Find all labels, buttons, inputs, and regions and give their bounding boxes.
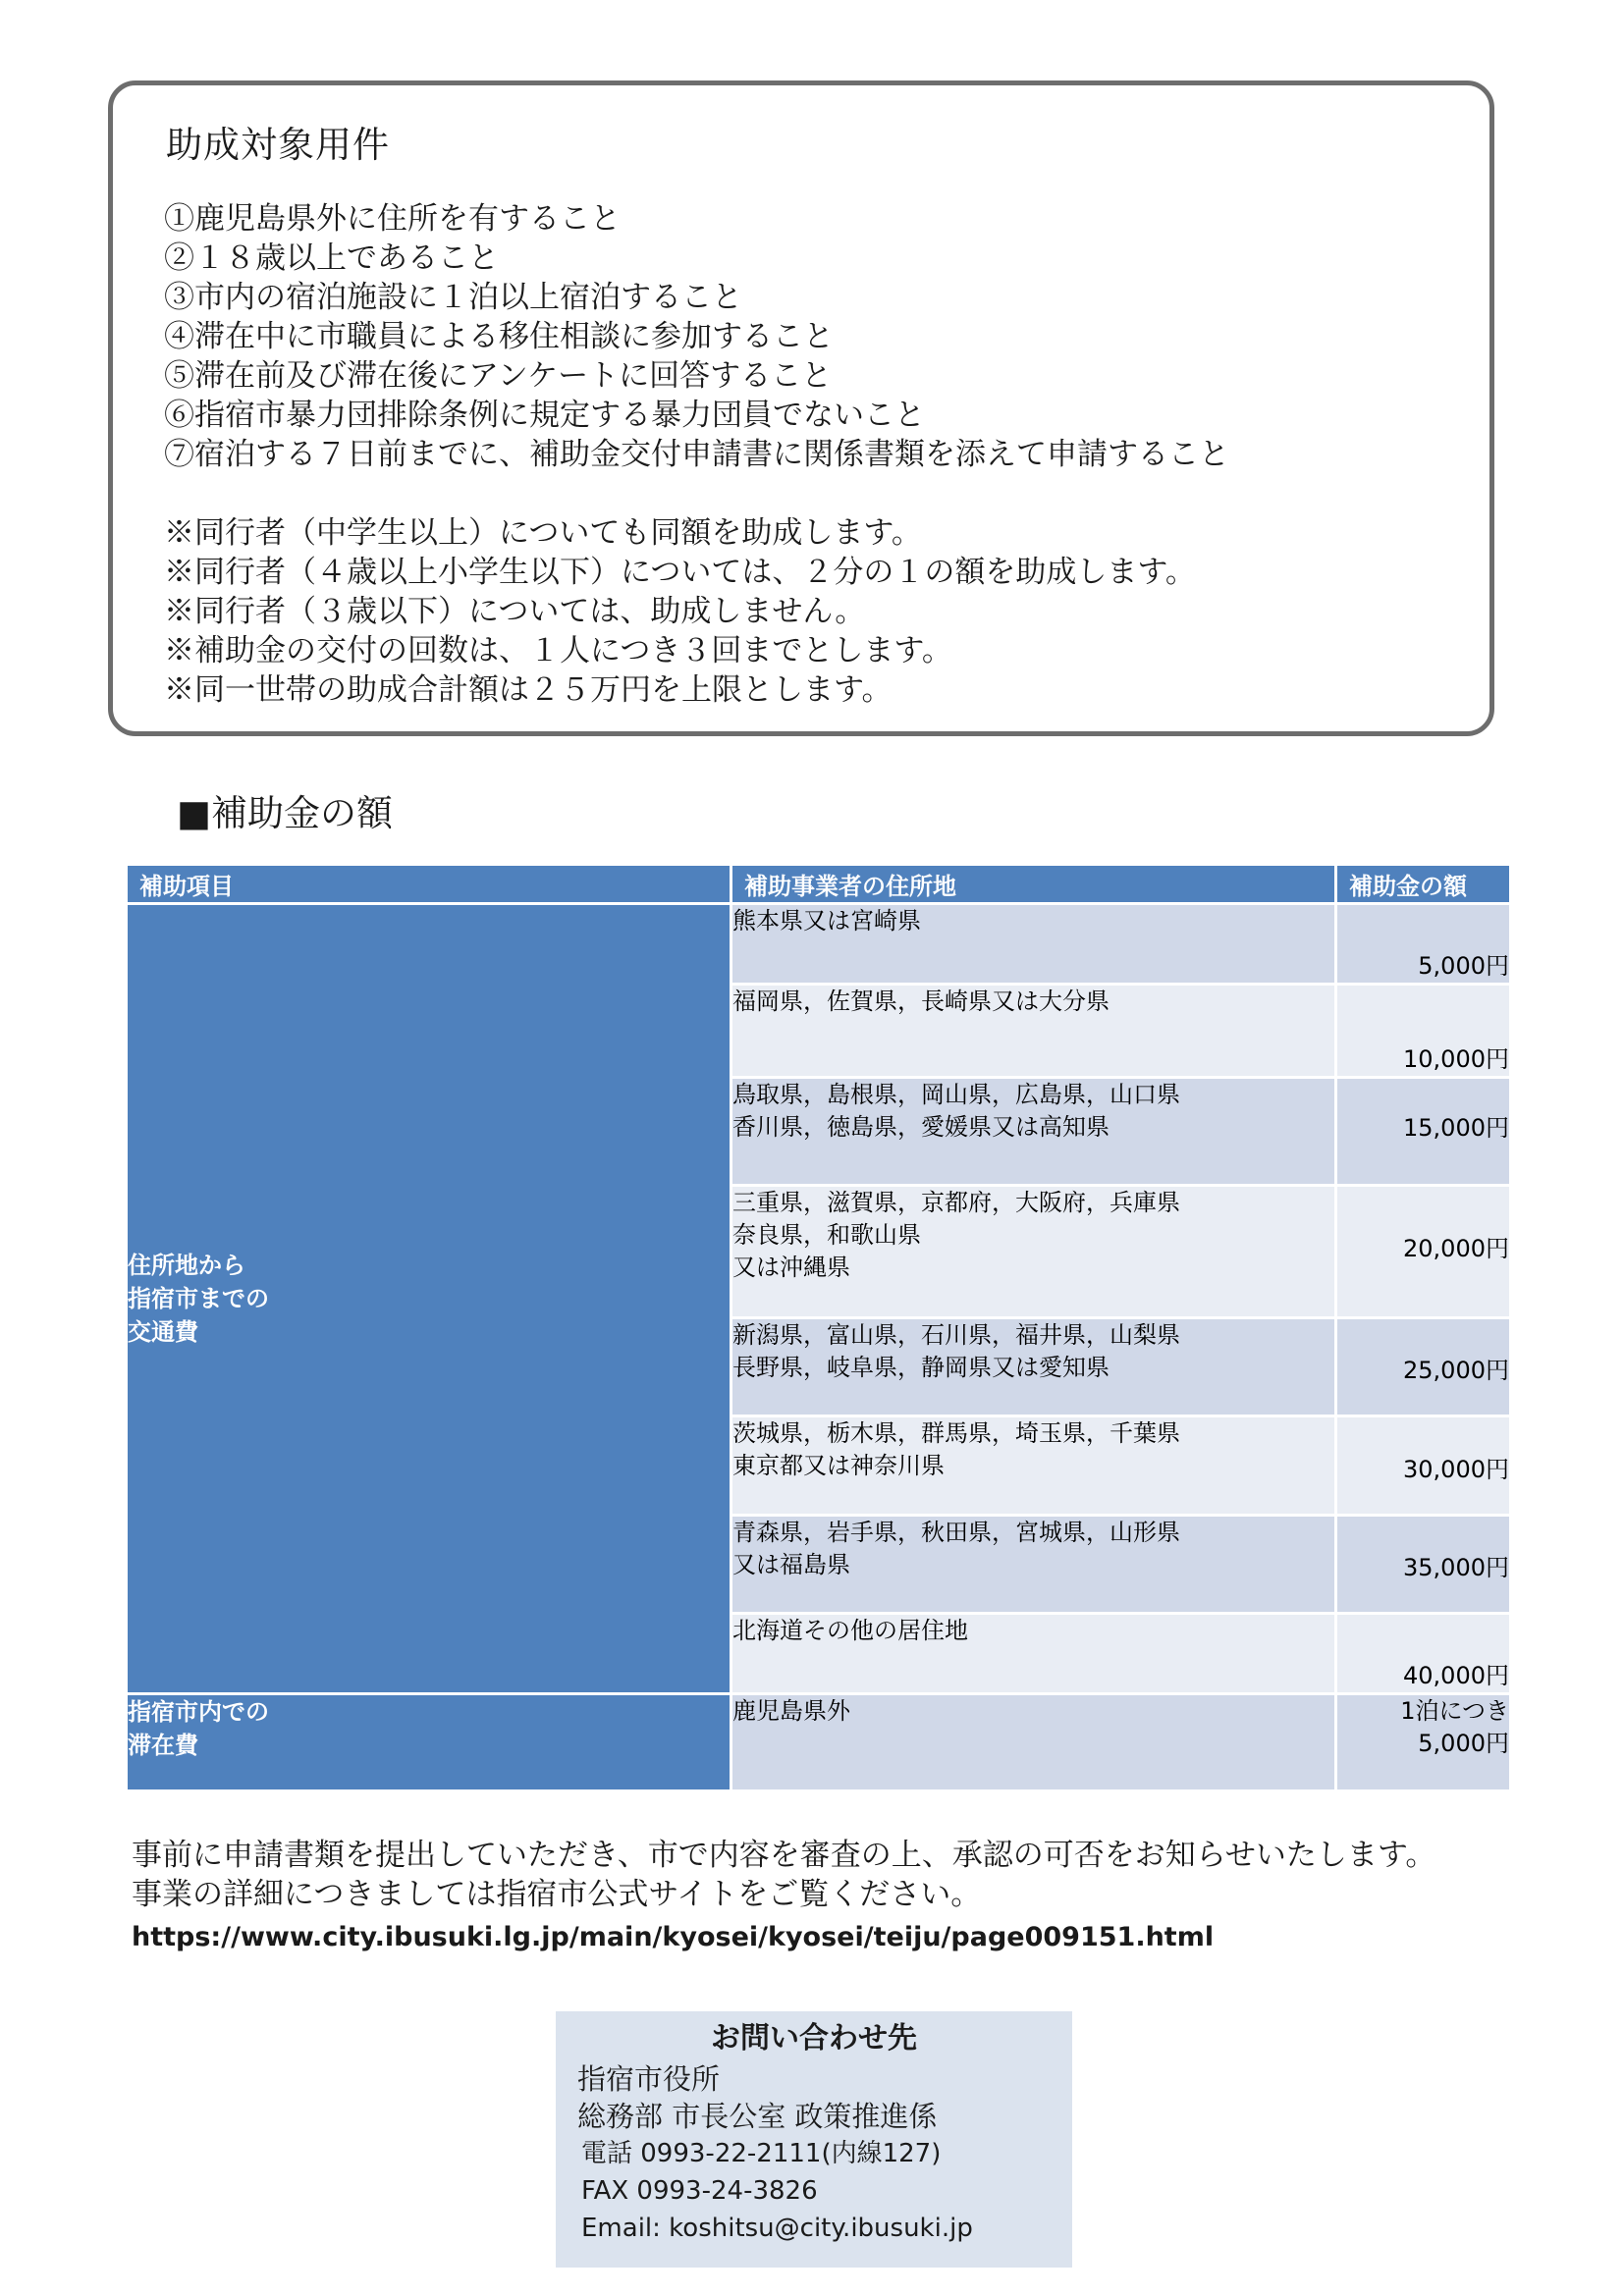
region-line: 三重県，滋賀県，京都府，大阪府，兵庫県 (732, 1189, 1180, 1216)
region-cell (731, 1078, 1336, 1186)
category-label: 滞在費 (128, 1732, 198, 1759)
note-item: ※補助金の交付の回数は、１人につき３回までとします。 (164, 633, 952, 668)
amount-cell (1336, 985, 1511, 1078)
contact-phone: 電話 0993-22-2111(内線127) (581, 2139, 942, 2168)
table-row (127, 1694, 1511, 1791)
note-item: ※同一世帯の助成合計額は２５万円を上限とします。 (164, 672, 893, 708)
note-item: ※同行者（４歳以上小学生以下）については、２分の１の額を助成します。 (164, 555, 1196, 590)
requirements-box (108, 80, 1494, 736)
contact-heading: お問い合わせ先 (711, 2021, 917, 2056)
contact-box (556, 2011, 1072, 2268)
closing-text (132, 1836, 1435, 1914)
region-line: 青森県，岩手県，秋田県，宮城県，山形県 (732, 1519, 1180, 1546)
table-row (127, 904, 1511, 985)
transport-category-cell (127, 904, 731, 1694)
requirements-list (164, 199, 1229, 474)
requirements-title: 助成対象用件 (166, 124, 390, 166)
contact-email[interactable]: Email: koshitsu@city.ibusuki.jp (581, 2214, 973, 2243)
requirement-item: ②１８歳以上であること (164, 240, 499, 276)
amount-cell (1336, 1516, 1511, 1614)
contact-org: 指宿市役所 (577, 2062, 721, 2096)
region-line: 又は沖縄県 (732, 1254, 850, 1281)
note-item: ※同行者（３歳以下）については、助成しません。 (164, 594, 866, 629)
header-item: 補助項目 (127, 865, 731, 904)
region-line: 福岡県，佐賀県，長崎県又は大分県 (732, 988, 1110, 1015)
category-label: 指宿市までの (128, 1285, 269, 1312)
region-line: 新潟県，富山県，石川県，福井県，山梨県 (732, 1321, 1180, 1349)
stay-category-cell (127, 1694, 731, 1791)
region-line: 熊本県又は宮崎県 (732, 907, 921, 934)
amount-cell (1336, 1078, 1511, 1186)
header-amount: 補助金の額 (1336, 865, 1511, 904)
requirement-item: ③市内の宿泊施設に１泊以上宿泊すること (164, 280, 742, 315)
region-line: 鳥取県，島根県，岡山県，広島県，山口県 (732, 1081, 1180, 1108)
requirements-notes (164, 513, 1196, 710)
region-cell (731, 904, 1336, 985)
amount-cell (1336, 904, 1511, 985)
requirement-item: ⑥指宿市暴力団排除条例に規定する暴力団員でないこと (164, 398, 925, 433)
category-label: 交通費 (128, 1318, 198, 1346)
amount-cell (1336, 1694, 1511, 1791)
requirement-item: ①鹿児島県外に住所を有すること (164, 201, 621, 237)
amount-value: 5,000円 (1418, 1730, 1509, 1757)
region-cell (731, 1318, 1336, 1416)
subsidy-section-title: ■補助金の額 (177, 792, 393, 834)
amount-value: 40,000円 (1403, 1662, 1509, 1689)
region-line: 香川県，徳島県，愛媛県又は高知県 (732, 1113, 1110, 1141)
note-item: ※同行者（中学生以上）についても同額を助成します。 (164, 515, 922, 551)
region-line: 又は福島県 (732, 1551, 850, 1578)
region-line: 奈良県，和歌山県 (732, 1221, 921, 1249)
table-header-row (127, 865, 1511, 904)
header-region: 補助事業者の住所地 (731, 865, 1336, 904)
amount-value: 10,000円 (1403, 1045, 1509, 1073)
amount-cell (1336, 1318, 1511, 1416)
amount-note: 1泊につき (1400, 1697, 1509, 1725)
amount-value: 30,000円 (1403, 1456, 1509, 1483)
requirement-item: ⑦宿泊する７日前までに、補助金交付申請書に関係書類を添えて申請すること (164, 437, 1229, 472)
region-cell (731, 1694, 1336, 1791)
official-site-link[interactable]: https://www.city.ibusuki.lg.jp/main/kyosei/kyosei/teiju/page009151.html (132, 1922, 1215, 1952)
amount-cell (1336, 1614, 1511, 1694)
contact-fax: FAX 0993-24-3826 (581, 2176, 818, 2206)
requirement-item: ⑤滞在前及び滞在後にアンケートに回答すること (164, 358, 833, 394)
contact-department: 総務部 市長公室 政策推進係 (577, 2100, 938, 2133)
subsidy-table (125, 863, 1512, 1792)
amount-cell (1336, 1186, 1511, 1318)
closing-line: 事業の詳細につきましては指宿市公式サイトをご覧ください。 (132, 1877, 982, 1912)
region-cell (731, 1516, 1336, 1614)
amount-value: 25,000円 (1403, 1357, 1509, 1384)
region-line: 長野県，岐阜県，静岡県又は愛知県 (732, 1354, 1110, 1381)
region-line: 東京都又は神奈川県 (732, 1452, 945, 1479)
category-label: 住所地から (128, 1252, 245, 1279)
region-line: 北海道その他の居住地 (732, 1617, 968, 1644)
amount-value: 35,000円 (1403, 1554, 1509, 1581)
amount-value: 15,000円 (1403, 1114, 1509, 1142)
amount-value: 20,000円 (1403, 1235, 1509, 1262)
amount-value: 5,000円 (1418, 952, 1509, 980)
amount-cell (1336, 1416, 1511, 1516)
closing-line: 事前に申請書類を提出していただき、市で内容を審査の上、承認の可否をお知らせいたします。 (132, 1838, 1436, 1873)
requirement-item: ④滞在中に市職員による移住相談に参加すること (164, 319, 834, 354)
region-cell (731, 1186, 1336, 1318)
category-label: 指宿市内での (128, 1698, 269, 1726)
region-line: 鹿児島県外 (732, 1697, 850, 1725)
region-cell (731, 985, 1336, 1078)
region-cell (731, 1416, 1336, 1516)
region-line: 茨城県，栃木県，群馬県，埼玉県，千葉県 (732, 1419, 1180, 1447)
region-cell (731, 1614, 1336, 1694)
